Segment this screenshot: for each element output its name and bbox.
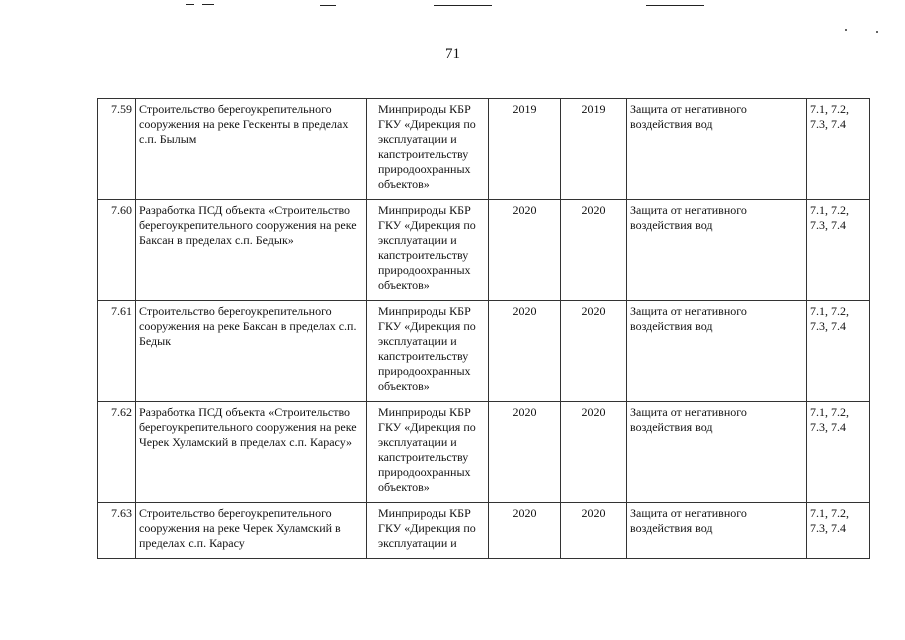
- scan-artifact-line: [646, 5, 704, 6]
- scan-artifact-dot: [845, 29, 847, 31]
- row-number: 7.59: [98, 99, 136, 200]
- row-number: 7.62: [98, 402, 136, 503]
- expected-result: Защита от негативного воздействия вод: [627, 503, 807, 559]
- scan-artifact-line: [202, 4, 214, 5]
- indicators: 7.1, 7.2, 7.3, 7.4: [807, 99, 870, 200]
- executor: [367, 301, 489, 402]
- scan-artifact-line: [186, 4, 194, 5]
- end-year: 2020: [561, 503, 627, 559]
- scan-artifact-line: [434, 5, 492, 6]
- indicators: 7.1, 7.2, 7.3, 7.4: [807, 503, 870, 559]
- start-year: 2020: [489, 200, 561, 301]
- executor-text: Минприроды КБР ГКУ «Дирекция по эксплуатации и капстроительству природоохранных объектов»: [378, 203, 476, 292]
- end-year: 2020: [561, 200, 627, 301]
- measure-name: Разработка ПСД объекта «Строительство берегоукрепительного сооружения на реке Черек Хуламский в пределах с.п. Карасу»: [136, 402, 367, 503]
- measure-name: Строительство берегоукрепительного сооружения на реке Гескенты в пределах с.п. Былым: [136, 99, 367, 200]
- scan-artifact-line: [320, 5, 336, 6]
- table-row: [98, 503, 870, 559]
- table-row: [98, 99, 870, 200]
- start-year: 2020: [489, 503, 561, 559]
- end-year: 2020: [561, 402, 627, 503]
- indicators: 7.1, 7.2, 7.3, 7.4: [807, 402, 870, 503]
- executor-text: Минприроды КБР ГКУ «Дирекция по эксплуатации и капстроительству природоохранных объектов»: [378, 102, 476, 191]
- executor: [367, 402, 489, 503]
- expected-result: Защита от негативного воздействия вод: [627, 200, 807, 301]
- executor: [367, 503, 489, 559]
- end-year: 2020: [561, 301, 627, 402]
- executor: [367, 200, 489, 301]
- executor: [367, 99, 489, 200]
- executor-text: Минприроды КБР ГКУ «Дирекция по эксплуатации и: [378, 506, 476, 550]
- executor-text: Минприроды КБР ГКУ «Дирекция по эксплуатации и капстроительству природоохранных объектов»: [378, 304, 476, 393]
- expected-result: Защита от негативного воздействия вод: [627, 99, 807, 200]
- end-year: 2019: [561, 99, 627, 200]
- measures-table: [97, 98, 870, 559]
- indicators: 7.1, 7.2, 7.3, 7.4: [807, 200, 870, 301]
- row-number: 7.61: [98, 301, 136, 402]
- start-year: 2020: [489, 402, 561, 503]
- start-year: 2020: [489, 301, 561, 402]
- start-year: 2019: [489, 99, 561, 200]
- executor-text: Минприроды КБР ГКУ «Дирекция по эксплуатации и капстроительству природоохранных объектов»: [378, 405, 476, 494]
- scan-artifact-dot: [876, 31, 878, 33]
- table-row: [98, 301, 870, 402]
- row-number: 7.63: [98, 503, 136, 559]
- measure-name: Строительство берегоукрепительного сооружения на реке Черек Хуламский в пределах с.п. Карасу: [136, 503, 367, 559]
- expected-result: Защита от негативного воздействия вод: [627, 301, 807, 402]
- indicators: 7.1, 7.2, 7.3, 7.4: [807, 301, 870, 402]
- table-row: [98, 200, 870, 301]
- table-row: [98, 402, 870, 503]
- page-number: 71: [445, 46, 460, 62]
- measure-name: Строительство берегоукрепительного сооружения на реке Баксан в пределах с.п. Бедык: [136, 301, 367, 402]
- expected-result: Защита от негативного воздействия вод: [627, 402, 807, 503]
- row-number: 7.60: [98, 200, 136, 301]
- measure-name: Разработка ПСД объекта «Строительство берегоукрепительного сооружения на реке Баксан в пределах с.п. Бедык»: [136, 200, 367, 301]
